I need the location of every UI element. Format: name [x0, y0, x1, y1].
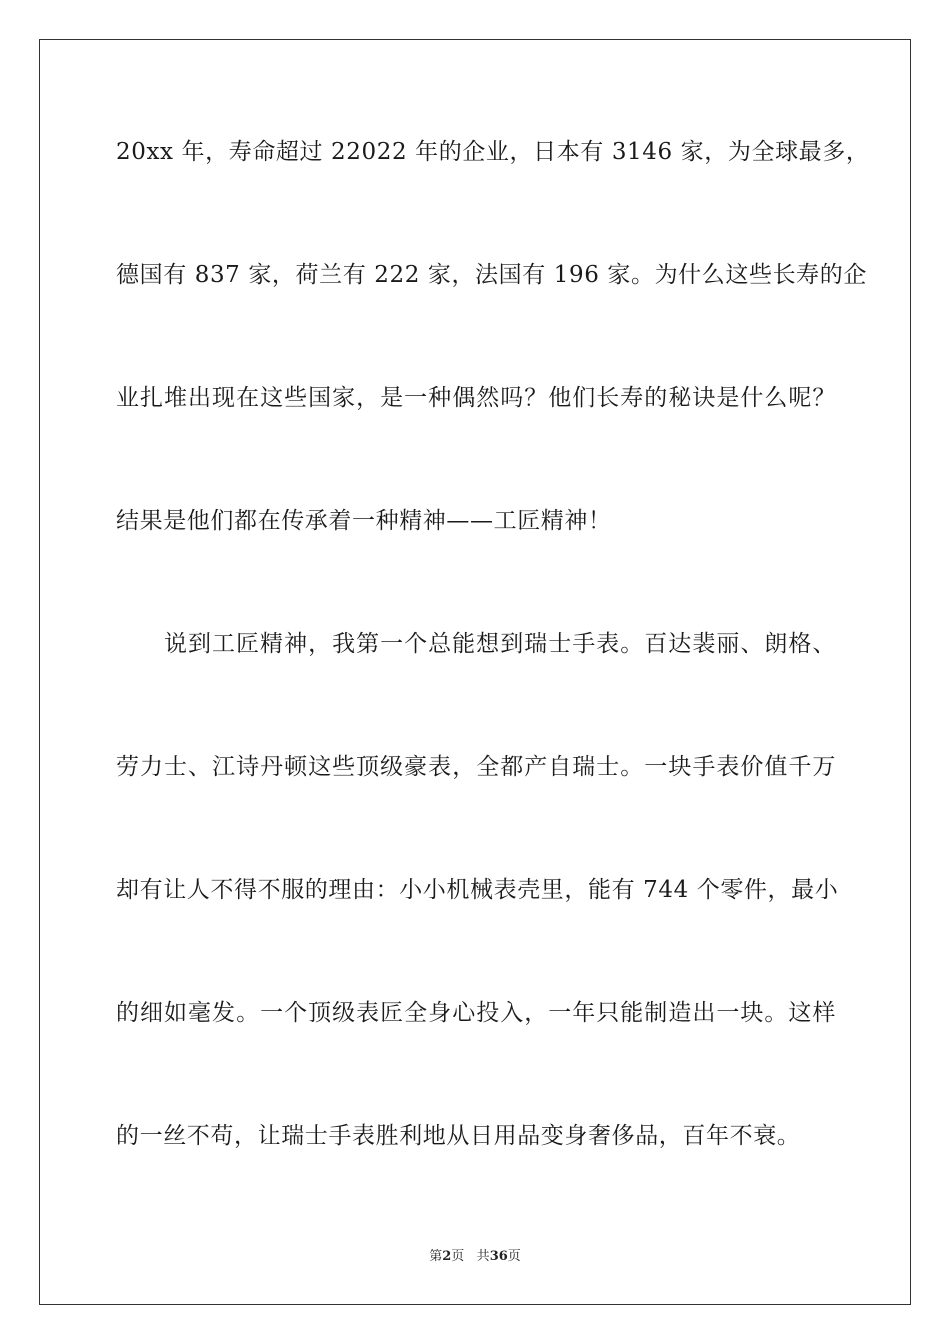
page-suffix: 页 — [451, 1249, 465, 1264]
total-page-count: 36 — [489, 1249, 508, 1264]
body-text-line: 20xx 年，寿命超过 22022 年的企业，日本有 3146 家，为全球最多， — [116, 139, 870, 165]
total-suffix: 页 — [507, 1249, 521, 1264]
page-footer — [0, 1249, 950, 1265]
body-text-line: 的一丝不苟，让瑞士手表胜利地从日用品变身奢侈品，百年不衰。 — [116, 1123, 801, 1149]
page-prefix: 第 — [429, 1249, 443, 1264]
body-text-line: 结果是他们都在传承着一种精神——工匠精神！ — [116, 508, 612, 534]
body-text-line: 业扎堆出现在这些国家，是一种偶然吗？他们长寿的秘诀是什么呢？ — [116, 385, 836, 411]
page-border — [39, 39, 911, 1305]
body-text-line: 的细如毫发。一个顶级表匠全身心投入，一年只能制造出一块。这样 — [116, 1000, 836, 1026]
body-text-line: 说到工匠精神，我第一个总能想到瑞士手表。百达裴丽、朗格、 — [164, 631, 836, 657]
total-prefix: 共 — [476, 1249, 490, 1264]
current-page-number: 2 — [442, 1249, 452, 1264]
body-text-line: 却有让人不得不服的理由：小小机械表壳里，能有 744 个零件，最小 — [116, 877, 839, 903]
body-text-line: 德国有 837 家，荷兰有 222 家，法国有 196 家。为什么这些长寿的企 — [116, 262, 867, 288]
body-text-line: 劳力士、江诗丹顿这些顶级豪表，全都产自瑞士。一块手表价值千万 — [116, 754, 836, 780]
